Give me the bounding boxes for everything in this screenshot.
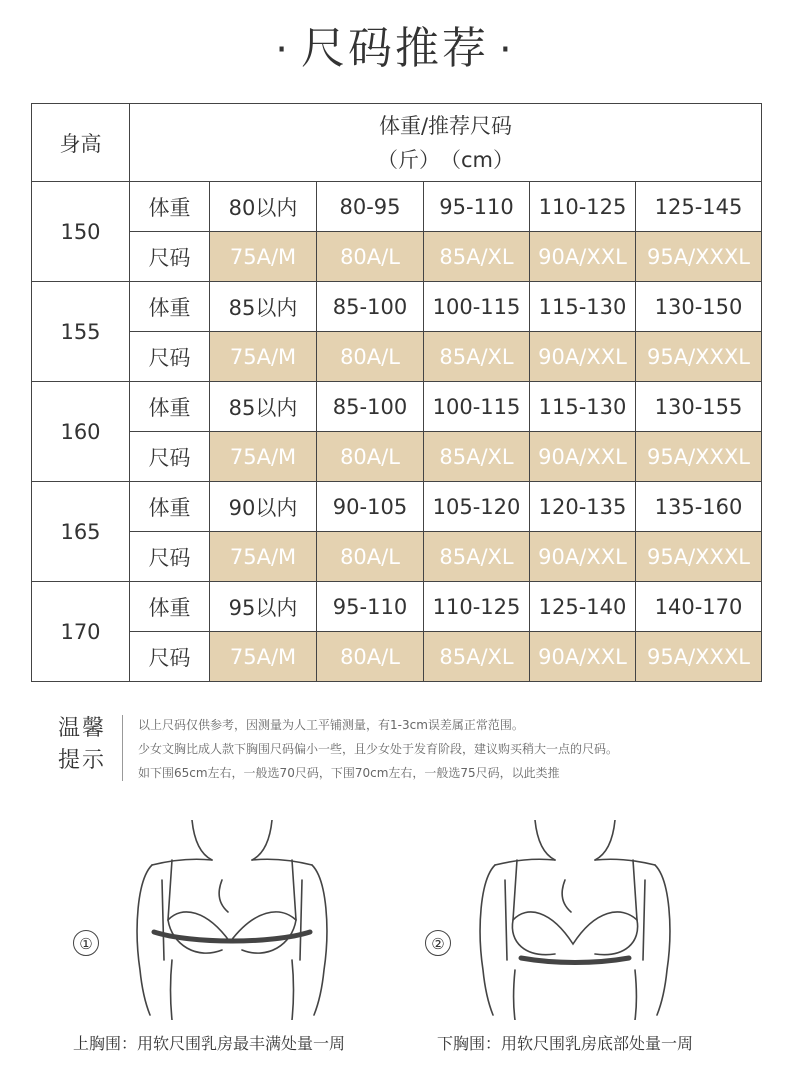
size-cell: 90A/XXL bbox=[530, 432, 636, 482]
weight-cell: 95以内 bbox=[210, 582, 317, 632]
weight-cell: 110-125 bbox=[424, 582, 530, 632]
weight-label: 体重 bbox=[130, 382, 210, 432]
tips-line-1: 以上尺码仅供参考，因测量为人工平铺测量，有1-3cm误差属正常范围。 bbox=[138, 718, 524, 732]
size-row bbox=[32, 632, 762, 682]
size-cell: 85A/XL bbox=[424, 632, 530, 682]
weight-cell: 80-95 bbox=[317, 182, 424, 232]
size-cell: 80A/L bbox=[317, 232, 424, 282]
height-cell: 155 bbox=[32, 282, 130, 382]
title-dot-left: · bbox=[275, 27, 291, 73]
weight-size-header bbox=[130, 104, 762, 182]
weight-cell: 95-110 bbox=[317, 582, 424, 632]
weight-cell: 85-100 bbox=[317, 282, 424, 332]
size-cell: 95A/XXXL bbox=[636, 232, 762, 282]
weight-cell: 130-155 bbox=[636, 382, 762, 432]
title-text: 尺码推荐 bbox=[301, 23, 489, 74]
weight-cell: 130-150 bbox=[636, 282, 762, 332]
size-table bbox=[31, 103, 762, 682]
weight-row bbox=[32, 582, 762, 632]
weight-row bbox=[32, 382, 762, 432]
tips-text bbox=[138, 713, 618, 785]
step-number-2: ② bbox=[425, 930, 451, 956]
upper-bust-figure-icon bbox=[112, 820, 352, 1020]
height-cell: 150 bbox=[32, 182, 130, 282]
tips-label-line2: 提示 bbox=[58, 748, 107, 773]
size-cell: 80A/L bbox=[317, 632, 424, 682]
weight-cell: 125-140 bbox=[530, 582, 636, 632]
weight-cell: 95-110 bbox=[424, 182, 530, 232]
title-dot-right: · bbox=[499, 27, 515, 73]
weight-cell: 110-125 bbox=[530, 182, 636, 232]
size-cell: 95A/XXXL bbox=[636, 532, 762, 582]
weight-row bbox=[32, 182, 762, 232]
upper-bust-caption: 上胸围：用软尺围乳房最丰满处量一周 bbox=[73, 1034, 346, 1053]
under-bust-illustration bbox=[455, 820, 695, 1020]
size-cell: 75A/M bbox=[210, 532, 317, 582]
size-cell: 75A/M bbox=[210, 232, 317, 282]
tips-line-2: 少女文胸比成人款下胸围尺码偏小一些，且少女处于发育阶段，建议购买稍大一点的尺码。 bbox=[138, 742, 619, 756]
weight-cell: 135-160 bbox=[636, 482, 762, 532]
size-cell: 95A/XXXL bbox=[636, 632, 762, 682]
weight-row bbox=[32, 482, 762, 532]
height-cell: 165 bbox=[32, 482, 130, 582]
table-header-row bbox=[32, 104, 762, 182]
size-row bbox=[32, 532, 762, 582]
tips-divider bbox=[122, 715, 123, 781]
size-cell: 75A/M bbox=[210, 432, 317, 482]
step-number-1: ① bbox=[73, 930, 99, 956]
height-header: 身高 bbox=[32, 104, 130, 182]
under-bust-caption: 下胸围：用软尺围乳房底部处量一周 bbox=[437, 1034, 694, 1053]
weight-cell: 125-145 bbox=[636, 182, 762, 232]
weight-size-header-line2: （斤） （cm） bbox=[377, 147, 515, 172]
weight-cell: 105-120 bbox=[424, 482, 530, 532]
size-row bbox=[32, 332, 762, 382]
size-label: 尺码 bbox=[130, 432, 210, 482]
weight-cell: 140-170 bbox=[636, 582, 762, 632]
size-row bbox=[32, 232, 762, 282]
size-cell: 95A/XXXL bbox=[636, 432, 762, 482]
under-bust-figure-icon bbox=[455, 820, 695, 1020]
size-cell: 90A/XXL bbox=[530, 232, 636, 282]
weight-cell: 100-115 bbox=[424, 382, 530, 432]
weight-label: 体重 bbox=[130, 182, 210, 232]
size-cell: 75A/M bbox=[210, 632, 317, 682]
weight-cell: 90以内 bbox=[210, 482, 317, 532]
weight-label: 体重 bbox=[130, 582, 210, 632]
weight-label: 体重 bbox=[130, 282, 210, 332]
size-cell: 90A/XXL bbox=[530, 332, 636, 382]
weight-cell: 115-130 bbox=[530, 282, 636, 332]
tips-label bbox=[58, 713, 114, 777]
weight-cell: 90-105 bbox=[317, 482, 424, 532]
weight-cell: 100-115 bbox=[424, 282, 530, 332]
size-label: 尺码 bbox=[130, 532, 210, 582]
size-cell: 90A/XXL bbox=[530, 632, 636, 682]
weight-row bbox=[32, 282, 762, 332]
tips-label-line1: 温馨 bbox=[58, 716, 107, 741]
weight-cell: 115-130 bbox=[530, 382, 636, 432]
size-cell: 75A/M bbox=[210, 332, 317, 382]
height-cell: 160 bbox=[32, 382, 130, 482]
size-cell: 80A/L bbox=[317, 332, 424, 382]
size-cell: 85A/XL bbox=[424, 532, 530, 582]
size-label: 尺码 bbox=[130, 632, 210, 682]
page-title bbox=[0, 12, 790, 76]
size-cell: 85A/XL bbox=[424, 332, 530, 382]
weight-cell: 80以内 bbox=[210, 182, 317, 232]
weight-cell: 85以内 bbox=[210, 382, 317, 432]
size-row bbox=[32, 432, 762, 482]
height-cell: 170 bbox=[32, 582, 130, 682]
size-cell: 85A/XL bbox=[424, 432, 530, 482]
weight-cell: 120-135 bbox=[530, 482, 636, 532]
tips-section bbox=[58, 713, 758, 785]
tips-line-3: 如下围65cm左右，一般选70尺码，下围70cm左右，一般选75尺码，以此类推 bbox=[138, 766, 560, 780]
size-cell: 90A/XXL bbox=[530, 532, 636, 582]
weight-size-header-line1: 体重/推荐尺码 bbox=[378, 113, 513, 138]
size-cell: 85A/XL bbox=[424, 232, 530, 282]
weight-label: 体重 bbox=[130, 482, 210, 532]
upper-bust-illustration bbox=[112, 820, 352, 1020]
size-label: 尺码 bbox=[130, 232, 210, 282]
size-label: 尺码 bbox=[130, 332, 210, 382]
size-cell: 95A/XXXL bbox=[636, 332, 762, 382]
weight-cell: 85-100 bbox=[317, 382, 424, 432]
weight-cell: 85以内 bbox=[210, 282, 317, 332]
size-cell: 80A/L bbox=[317, 532, 424, 582]
size-cell: 80A/L bbox=[317, 432, 424, 482]
